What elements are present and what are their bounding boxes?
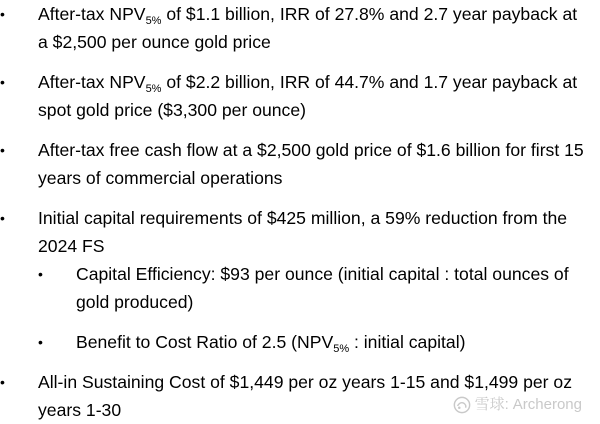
npv-label: After-tax NPV	[38, 4, 146, 24]
watermark	[453, 394, 582, 416]
bullet-line2: 2024 FS	[38, 236, 105, 256]
benefit-cost-rest: : initial capital)	[349, 332, 466, 352]
bullet-line1: Initial capital requirements of $425 million, a 59% reduction from the	[38, 208, 568, 228]
bullet-text	[38, 0, 598, 56]
bullet-line2: years of commercial operations	[38, 168, 283, 188]
bullet-text	[38, 136, 598, 192]
bullet-line1-rest: of $2.2 billion, IRR of 44.7% and 1.7 year payback at	[161, 72, 578, 92]
bullet-line1: After-tax free cash flow at a $2,500 gold price of $1.6 billion for first 15	[38, 140, 584, 160]
bullet-dot: •	[0, 210, 5, 226]
bullet-dot: •	[0, 74, 5, 90]
bullet-dot: •	[0, 374, 5, 390]
bullet-line1-rest: of $1.1 billion, IRR of 27.8% and 2.7 year payback at	[161, 4, 578, 24]
sub-bullet-line2: gold produced)	[76, 292, 194, 312]
bullet-text	[38, 68, 598, 124]
bullet-line1: All-in Sustaining Cost of $1,449 per oz years 1-15 and $1,499 per oz	[38, 372, 573, 392]
benefit-cost-label: Benefit to Cost Ratio of 2.5 (NPV	[76, 332, 334, 352]
bullet-dot: •	[0, 142, 5, 158]
watermark-user: Archerong	[512, 396, 582, 413]
bullet-text	[38, 204, 598, 260]
npv-subscript: 5%	[145, 83, 162, 95]
sub-bullet-text	[76, 328, 592, 356]
npv-subscript: 5%	[333, 343, 350, 355]
npv-label: After-tax NPV	[38, 72, 146, 92]
sub-bullet-line1: Capital Efficiency: $93 per ounce (initial capital : total ounces of	[76, 264, 569, 284]
sub-bullet-dot: •	[38, 266, 43, 282]
bullet-line2: a $2,500 per ounce gold price	[38, 32, 271, 52]
snowball-logo-icon	[453, 396, 471, 414]
sub-bullet-dot: •	[38, 334, 43, 350]
npv-subscript: 5%	[145, 15, 162, 27]
bullet-line2: years 1-30	[38, 400, 122, 420]
bullet-dot: •	[0, 6, 5, 22]
watermark-brand: 雪球:	[474, 396, 509, 413]
sub-bullet-text	[76, 260, 592, 316]
bullet-line2: spot gold price ($3,300 per ounce)	[38, 100, 306, 120]
